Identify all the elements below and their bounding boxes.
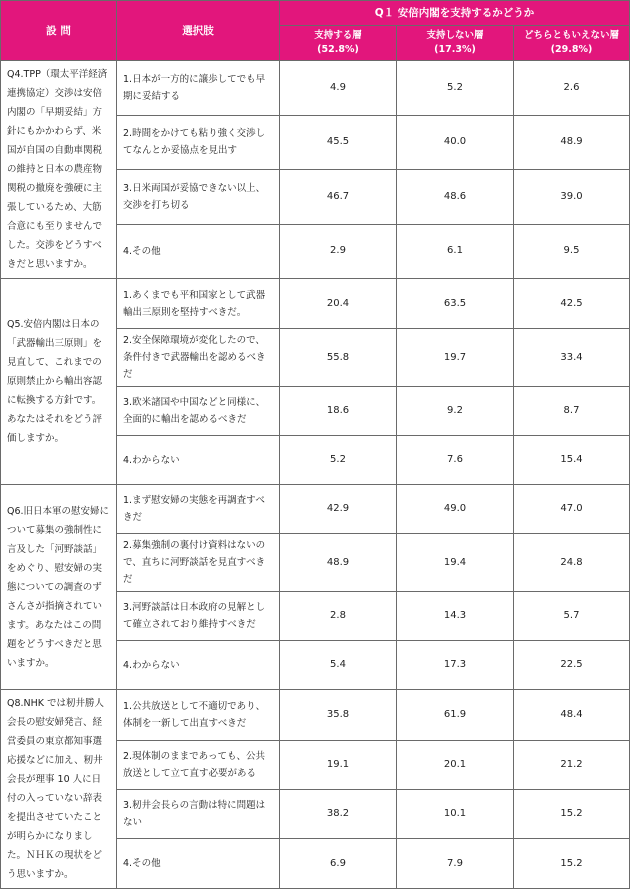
value-cell: 20.4 — [280, 279, 397, 329]
value-cell: 49.0 — [397, 485, 514, 534]
value-cell: 46.7 — [280, 170, 397, 225]
value-cell: 5.2 — [280, 436, 397, 485]
value-cell: 19.4 — [397, 534, 514, 592]
option-label: 1.あくまでも平和国家として武器輸出三原則を堅持すべきだ。 — [117, 279, 280, 329]
option-label: 4.わからない — [117, 436, 280, 485]
table-row — [1, 61, 630, 116]
value-cell: 6.1 — [397, 224, 514, 279]
value-cell: 45.5 — [280, 115, 397, 170]
header-group-pct: (29.8%) — [550, 44, 593, 55]
option-label: 3.日米両国が妥協できない以上、交渉を打ち切る — [117, 170, 280, 225]
option-label: 1.公共放送として不適切であり、体制を一新して出直すべきだ — [117, 690, 280, 741]
option-label: 4.その他 — [117, 224, 280, 279]
table-row — [1, 690, 630, 741]
value-cell: 15.2 — [514, 839, 630, 889]
option-label: 1.まず慰安婦の実態を再調査すべきだ — [117, 485, 280, 534]
value-cell: 48.9 — [280, 534, 397, 592]
value-cell: 48.9 — [514, 115, 630, 170]
header-choice: 選択肢 — [117, 1, 280, 61]
value-cell: 5.4 — [280, 641, 397, 690]
value-cell: 7.9 — [397, 839, 514, 889]
value-cell: 19.7 — [397, 329, 514, 387]
value-cell: 61.9 — [397, 690, 514, 741]
value-cell: 14.3 — [397, 592, 514, 641]
value-cell: 15.2 — [514, 789, 630, 838]
value-cell: 9.5 — [514, 224, 630, 279]
question-text: Q5.安倍内閣は日本の「武器輸出三原則」を見直して、これまでの原則禁止から輸出容認に転換する方針です。あなたはそれをどう評価しますか。 — [1, 279, 117, 485]
question-text: Q4.TPP（環太平洋経済連携協定）交渉は安倍内閣の「早期妥結」方針にもかかわらず、米国が自国の自動車関税の維持と日本の農産物関税の撤廃を強硬に主張しているため、大筋合意にも至りませんでした。交渉をどうすべきだと思いますか。 — [1, 61, 117, 279]
option-label: 1.日本が一方的に譲歩してでも早期に妥結する — [117, 61, 280, 116]
option-label: 3.籾井会長らの言動は特に問題はない — [117, 789, 280, 838]
value-cell: 15.4 — [514, 436, 630, 485]
value-cell: 63.5 — [397, 279, 514, 329]
option-label: 3.河野談話は日本政府の見解として確立されており維持すべきだ — [117, 592, 280, 641]
value-cell: 55.8 — [280, 329, 397, 387]
value-cell: 20.1 — [397, 740, 514, 789]
value-cell: 2.8 — [280, 592, 397, 641]
value-cell: 33.4 — [514, 329, 630, 387]
value-cell: 39.0 — [514, 170, 630, 225]
value-cell: 6.9 — [280, 839, 397, 889]
value-cell: 9.2 — [397, 387, 514, 436]
value-cell: 38.2 — [280, 789, 397, 838]
header-group-pct: (17.3%) — [434, 44, 476, 55]
value-cell: 48.4 — [514, 690, 630, 741]
header-group-support — [280, 26, 397, 61]
value-cell: 5.2 — [397, 61, 514, 116]
value-cell: 42.9 — [280, 485, 397, 534]
option-label: 2.募集強制の裏付け資料はないので、直ちに河野談話を見直すべきだ — [117, 534, 280, 592]
value-cell: 40.0 — [397, 115, 514, 170]
value-cell: 35.8 — [280, 690, 397, 741]
value-cell: 42.5 — [514, 279, 630, 329]
value-cell: 8.7 — [514, 387, 630, 436]
header-q1-title: Q１ 安倍内閣を支持するかどうか — [280, 1, 630, 26]
value-cell: 2.9 — [280, 224, 397, 279]
option-label: 4.わからない — [117, 641, 280, 690]
header-question: 設 問 — [1, 1, 117, 61]
value-cell: 21.2 — [514, 740, 630, 789]
value-cell: 10.1 — [397, 789, 514, 838]
option-label: 2.時間をかけても粘り強く交渉してなんとか妥協点を見出す — [117, 115, 280, 170]
table-row — [1, 279, 630, 329]
value-cell: 48.6 — [397, 170, 514, 225]
question-text: Q8.NHK では籾井勝人会長の慰安婦発言、経営委員の東京都知事選応援などに加え、籾井会長が理事 10 人に日付の入っていない辞表を提出させていたことが明らかになりました。ＮＨＫの現状をどう思いますか。 — [1, 690, 117, 889]
value-cell: 7.6 — [397, 436, 514, 485]
header-group-label: 支持しない層 — [426, 30, 484, 41]
value-cell: 4.9 — [280, 61, 397, 116]
value-cell: 2.6 — [514, 61, 630, 116]
option-label: 2.現体制のままであっても、公共放送として立て直す必要がある — [117, 740, 280, 789]
value-cell: 47.0 — [514, 485, 630, 534]
question-text: Q6.旧日本軍の慰安婦について募集の強制性に言及した「河野談話」をめぐり、慰安婦の実態についての調査のずさんさが指摘されています。あなたはこの問題をどうすべきだと思いますか。 — [1, 485, 117, 690]
header-group-label: 支持する層 — [314, 30, 362, 41]
header-group-pct: (52.8%) — [317, 44, 359, 55]
value-cell: 18.6 — [280, 387, 397, 436]
option-label: 4.その他 — [117, 839, 280, 889]
option-label: 3.欧米諸国や中国などと同様に、全面的に輸出を認めるべきだ — [117, 387, 280, 436]
option-label: 2.安全保障環境が変化したので、条件付きで武器輸出を認めるべきだ — [117, 329, 280, 387]
value-cell: 17.3 — [397, 641, 514, 690]
value-cell: 5.7 — [514, 592, 630, 641]
value-cell: 22.5 — [514, 641, 630, 690]
value-cell: 24.8 — [514, 534, 630, 592]
table-row — [1, 485, 630, 534]
header-group-nonsupport — [397, 26, 514, 61]
value-cell: 19.1 — [280, 740, 397, 789]
header-group-label: どちらともいえない層 — [523, 30, 619, 41]
header-group-neutral — [514, 26, 630, 61]
